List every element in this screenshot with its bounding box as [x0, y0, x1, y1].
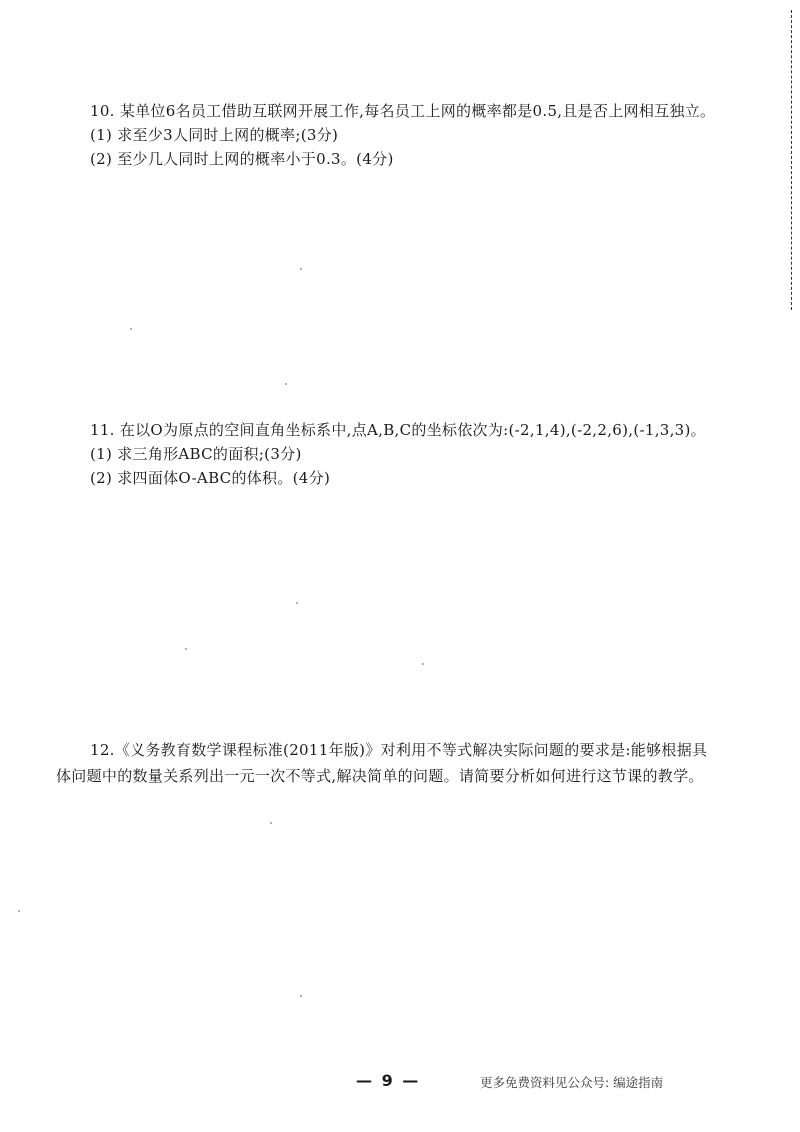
question-12-stem: 12.《义务教育数学课程标准(2011年版)》对利用不等式解决实际问题的要求是:能够根据具体问题中的数量关系列出一元一次不等式,解决简单的问题。请简要分析如何进行这节课的教学。: [56, 741, 708, 785]
scan-speck: [300, 995, 302, 997]
question-12: [56, 737, 718, 789]
question-10-part-1: (1) 求至少3人同时上网的概率;(3分): [90, 126, 339, 144]
scan-speck: [296, 602, 298, 604]
question-10-part-2: (2) 至少几人同时上网的概率小于0.3。(4分): [90, 150, 394, 168]
scan-speck: [270, 822, 272, 824]
page-footer: [0, 1071, 800, 1095]
scan-speck: [285, 383, 287, 385]
question-11-part-2: (2) 求四面体O-ABC的体积。(4分): [90, 469, 331, 487]
scan-speck: [18, 910, 20, 912]
question-10-stem: 10. 某单位6名员工借助互联网开展工作,每名员工上网的概率都是0.5,且是否上网相互独立。: [90, 102, 716, 120]
question-10: [56, 99, 718, 171]
scan-speck: [422, 663, 424, 665]
scan-speck: [300, 268, 302, 270]
scan-speck: [130, 328, 132, 330]
scan-speck: [185, 648, 187, 650]
footer-note: 更多免费资料见公众号: 编途指南: [480, 1075, 664, 1090]
question-11-part-1: (1) 求三角形ABC的面积;(3分): [90, 445, 302, 463]
scan-edge-line: [790, 10, 792, 310]
question-11: [56, 418, 718, 490]
question-11-stem: 11. 在以O为原点的空间直角坐标系中,点A,B,C的坐标依次为:(-2,1,4),(-2,2,6),(-1,3,3)。: [90, 421, 706, 439]
page-number: — 9 —: [356, 1071, 421, 1090]
